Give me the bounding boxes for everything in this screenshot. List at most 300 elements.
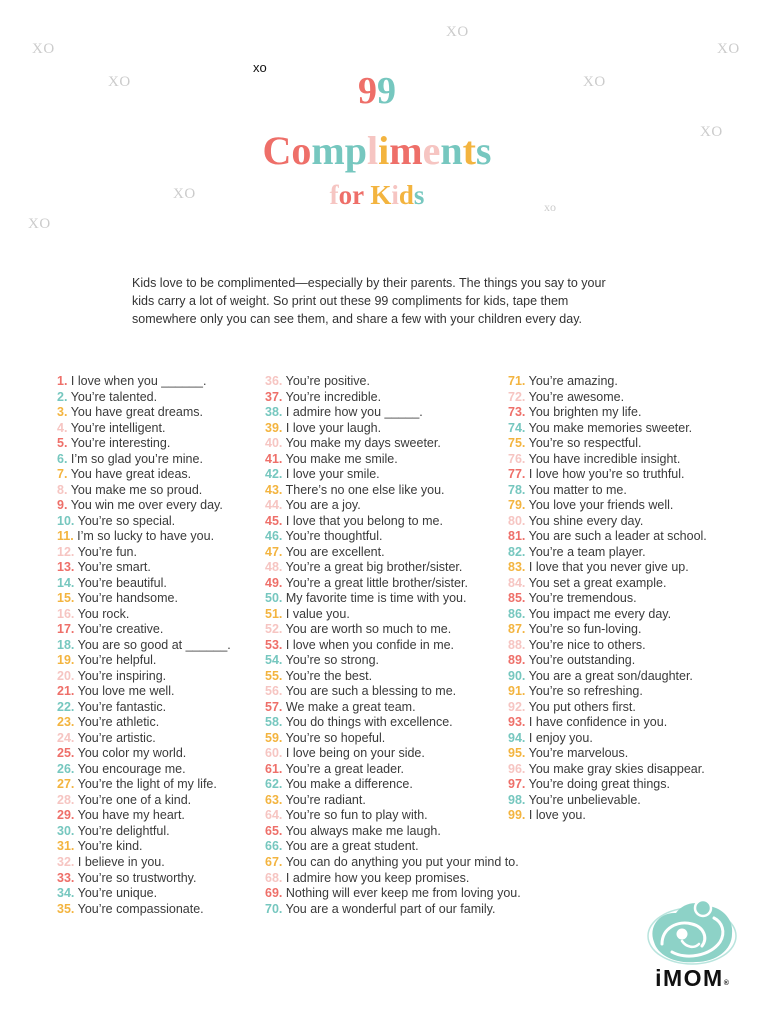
compliment-number: 92. xyxy=(508,699,526,714)
xo-decoration: xo xyxy=(253,60,267,75)
imom-logo-text xyxy=(646,966,738,996)
compliment-text: I love your smile. xyxy=(285,467,380,482)
compliment-text: I enjoy you. xyxy=(528,730,593,745)
compliment-item xyxy=(57,793,231,809)
compliment-number: 58. xyxy=(265,715,283,730)
compliment-number: 93. xyxy=(508,715,526,730)
compliment-item xyxy=(508,452,707,468)
compliment-number: 41. xyxy=(265,451,283,466)
compliment-number: 31. xyxy=(57,839,75,854)
compliment-number: 70. xyxy=(265,901,283,916)
compliment-item xyxy=(57,839,231,855)
compliment-number: 53. xyxy=(265,637,283,652)
title-letter: l xyxy=(366,128,379,173)
compliment-number: 29. xyxy=(57,808,75,823)
compliment-item xyxy=(265,777,521,793)
compliment-item xyxy=(265,855,521,871)
compliment-item xyxy=(508,576,707,592)
compliment-number: 12. xyxy=(57,544,75,559)
compliment-text: You are such a leader at school. xyxy=(528,529,707,544)
compliment-text: Nothing will ever keep me from loving you. xyxy=(285,886,521,901)
compliment-item xyxy=(265,886,521,902)
registered-mark: ® xyxy=(723,980,729,987)
compliment-text: You’re fun. xyxy=(77,544,137,559)
intro-line: Kids love to be complimented—especially by their parents. The things you say to your xyxy=(132,276,606,290)
compliment-text: You have incredible insight. xyxy=(528,451,681,466)
compliment-text: You are such a blessing to me. xyxy=(285,684,457,699)
compliment-item xyxy=(508,421,707,437)
compliment-text: My favorite time is time with you. xyxy=(285,591,467,606)
compliment-item xyxy=(508,622,707,638)
compliment-text: You are so good at ______. xyxy=(77,637,231,652)
compliment-text: You’re so refreshing. xyxy=(528,684,643,699)
compliment-item xyxy=(265,622,521,638)
compliment-number: 60. xyxy=(265,746,283,761)
compliment-number: 27. xyxy=(57,777,75,792)
compliment-item xyxy=(265,374,521,390)
title-letter: d xyxy=(398,180,414,210)
compliment-text: You’re inspiring. xyxy=(77,668,167,683)
compliment-text: You’re marvelous. xyxy=(528,746,629,761)
logo-wordmark: iMOM xyxy=(655,965,724,991)
compliment-text: You’re interesting. xyxy=(70,436,171,451)
compliment-text: You do things with excellence. xyxy=(285,715,453,730)
compliment-number: 88. xyxy=(508,637,526,652)
compliment-item xyxy=(265,467,521,483)
compliment-number: 10. xyxy=(57,513,75,528)
logo-head xyxy=(695,900,711,916)
compliment-item xyxy=(57,467,231,483)
compliment-item xyxy=(508,793,707,809)
title-letter: m xyxy=(389,128,423,173)
compliment-number: 43. xyxy=(265,482,283,497)
compliment-item xyxy=(265,762,521,778)
compliment-text: You’re awesome. xyxy=(528,389,625,404)
compliment-number: 39. xyxy=(265,420,283,435)
compliment-item xyxy=(57,452,231,468)
compliment-column xyxy=(508,374,707,824)
compliment-number: 96. xyxy=(508,761,526,776)
compliment-text: You’re handsome. xyxy=(77,591,178,606)
compliment-text: You’re nice to others. xyxy=(528,637,646,652)
compliment-number: 77. xyxy=(508,467,526,482)
compliment-number: 33. xyxy=(57,870,75,885)
compliment-text: You’re creative. xyxy=(77,622,164,637)
compliment-item xyxy=(508,514,707,530)
title-letter: C xyxy=(262,128,292,173)
compliment-item xyxy=(508,374,707,390)
compliment-text: You’re positive. xyxy=(285,374,370,388)
compliment-text: You make me smile. xyxy=(285,451,398,466)
compliment-column xyxy=(57,374,231,917)
title-letter: r xyxy=(352,180,364,210)
compliment-number: 34. xyxy=(57,886,75,901)
compliment-item xyxy=(57,607,231,623)
compliment-item xyxy=(265,529,521,545)
compliment-text: We make a great team. xyxy=(285,699,416,714)
compliment-item xyxy=(57,731,231,747)
compliment-number: 68. xyxy=(265,870,283,885)
intro-line: kids carry a lot of weight. So print out these 99 compliments for kids, tape them xyxy=(132,294,569,308)
compliment-text: You’re incredible. xyxy=(285,389,382,404)
title-letter: s xyxy=(413,180,425,210)
compliment-text: You’re a great leader. xyxy=(285,761,405,776)
compliment-item xyxy=(265,746,521,762)
compliment-item xyxy=(265,653,521,669)
compliment-text: You’re delightful. xyxy=(77,823,170,838)
compliment-item xyxy=(265,902,521,918)
compliment-text: You’re so fun-loving. xyxy=(528,622,642,637)
compliment-item xyxy=(265,808,521,824)
compliment-number: 35. xyxy=(57,901,75,916)
title-letter: e xyxy=(422,128,441,173)
compliment-item xyxy=(265,839,521,855)
compliment-item xyxy=(57,653,231,669)
compliment-item xyxy=(57,560,231,576)
compliment-number: 67. xyxy=(265,854,283,869)
compliment-text: You’re artistic. xyxy=(77,730,156,745)
compliment-item xyxy=(508,669,707,685)
compliment-number: 86. xyxy=(508,606,526,621)
xo-decoration: XO xyxy=(173,186,196,202)
compliment-item xyxy=(508,777,707,793)
compliment-item xyxy=(57,638,231,654)
compliment-item xyxy=(265,436,521,452)
compliment-text: You’re a great big brother/sister. xyxy=(285,560,463,575)
compliment-number: 23. xyxy=(57,715,75,730)
compliment-text: You are a joy. xyxy=(285,498,361,513)
compliment-item xyxy=(508,700,707,716)
compliment-text: You set a great example. xyxy=(528,575,667,590)
compliment-text: I value you. xyxy=(285,606,350,621)
compliment-item xyxy=(265,669,521,685)
compliment-item xyxy=(57,886,231,902)
compliment-text: You’re talented. xyxy=(70,389,158,404)
compliment-number: 3. xyxy=(57,405,68,420)
compliment-text: You win me over every day. xyxy=(70,498,223,513)
mother-child-swirl-icon xyxy=(646,896,738,966)
compliment-text: You rock. xyxy=(77,606,130,621)
compliment-text: You’re thoughtful. xyxy=(285,529,383,544)
compliment-text: You’re the best. xyxy=(285,668,373,683)
compliment-item xyxy=(265,390,521,406)
compliment-number: 80. xyxy=(508,513,526,528)
xo-decoration: XO xyxy=(717,41,740,57)
compliment-text: You’re smart. xyxy=(77,560,151,575)
compliment-item xyxy=(57,715,231,731)
compliment-text: You’re so special. xyxy=(77,513,176,528)
compliment-number: 49. xyxy=(265,575,283,590)
compliment-item xyxy=(57,591,231,607)
compliment-item xyxy=(508,390,707,406)
compliment-text: You’re amazing. xyxy=(528,374,618,388)
compliment-number: 44. xyxy=(265,498,283,513)
compliment-item xyxy=(265,560,521,576)
compliment-item xyxy=(57,777,231,793)
compliment-number: 22. xyxy=(57,699,75,714)
compliment-item xyxy=(508,638,707,654)
compliment-item xyxy=(265,498,521,514)
compliment-number: 8. xyxy=(57,482,68,497)
compliment-text: You’re a team player. xyxy=(528,544,646,559)
compliment-number: 1. xyxy=(57,374,68,388)
compliment-text: You are a great student. xyxy=(285,839,419,854)
compliment-number: 50. xyxy=(265,591,283,606)
intro-paragraph xyxy=(132,274,606,328)
logo-child-head xyxy=(677,929,688,940)
compliment-item xyxy=(57,576,231,592)
title-letter: 9 xyxy=(358,70,377,112)
compliment-item xyxy=(508,653,707,669)
compliment-item xyxy=(57,421,231,437)
compliment-text: You can do anything you put your mind to. xyxy=(285,854,519,869)
compliment-number: 78. xyxy=(508,482,526,497)
compliment-text: You’re the light of my life. xyxy=(77,777,217,792)
compliment-item xyxy=(265,700,521,716)
compliment-text: You’re helpful. xyxy=(77,653,157,668)
compliment-number: 42. xyxy=(265,467,283,482)
compliment-item xyxy=(265,793,521,809)
compliment-item xyxy=(265,715,521,731)
compliment-text: I love that you belong to me. xyxy=(285,513,443,528)
title-letter: K xyxy=(370,180,392,210)
compliment-text: I love your laugh. xyxy=(285,420,382,435)
compliment-text: You are a great son/daughter. xyxy=(528,668,693,683)
compliment-number: 87. xyxy=(508,622,526,637)
compliment-text: I’m so lucky to have you. xyxy=(77,529,215,544)
compliment-text: I’m so glad you’re mine. xyxy=(70,451,203,466)
compliment-item xyxy=(57,390,231,406)
compliment-number: 18. xyxy=(57,637,75,652)
compliment-item xyxy=(57,902,231,918)
compliment-number: 46. xyxy=(265,529,283,544)
compliment-item xyxy=(57,871,231,887)
compliment-number: 79. xyxy=(508,498,526,513)
compliment-text: You matter to me. xyxy=(528,482,627,497)
compliment-number: 9. xyxy=(57,498,68,513)
compliment-item xyxy=(508,498,707,514)
xo-decoration: XO xyxy=(108,74,131,90)
xo-decoration: xo xyxy=(544,200,556,214)
compliment-item xyxy=(265,607,521,623)
compliment-item xyxy=(508,746,707,762)
compliment-number: 56. xyxy=(265,684,283,699)
title-letter: f xyxy=(329,180,339,210)
compliment-number: 13. xyxy=(57,560,75,575)
compliment-text: You’re tremendous. xyxy=(528,591,637,606)
compliment-number: 76. xyxy=(508,451,526,466)
compliment-item xyxy=(265,405,521,421)
compliment-text: You have great dreams. xyxy=(70,405,203,420)
compliment-item xyxy=(57,684,231,700)
compliment-text: You shine every day. xyxy=(528,513,644,528)
title-letter: i xyxy=(391,180,399,210)
compliment-number: 99. xyxy=(508,808,526,823)
compliment-text: You’re beautiful. xyxy=(77,575,167,590)
compliment-number: 95. xyxy=(508,746,526,761)
compliment-item xyxy=(265,638,521,654)
xo-decoration: XO xyxy=(446,24,469,40)
xo-decoration: XO xyxy=(28,216,51,232)
compliment-item xyxy=(265,576,521,592)
compliment-text: You’re so strong. xyxy=(285,653,379,668)
compliment-text: You encourage me. xyxy=(77,761,186,776)
compliment-item xyxy=(57,514,231,530)
title-letter: o xyxy=(338,180,353,210)
compliment-number: 81. xyxy=(508,529,526,544)
compliment-number: 2. xyxy=(57,389,68,404)
compliment-column xyxy=(265,374,521,917)
compliment-item xyxy=(508,591,707,607)
compliment-item xyxy=(508,715,707,731)
xo-decoration: XO xyxy=(583,74,606,90)
compliment-number: 20. xyxy=(57,668,75,683)
compliment-text: You put others first. xyxy=(528,699,636,714)
compliment-text: You’re fantastic. xyxy=(77,699,167,714)
compliment-number: 32. xyxy=(57,854,75,869)
compliment-item xyxy=(508,483,707,499)
compliment-number: 71. xyxy=(508,374,526,388)
compliment-number: 66. xyxy=(265,839,283,854)
compliment-number: 84. xyxy=(508,575,526,590)
title-number xyxy=(0,72,754,110)
compliment-item xyxy=(508,684,707,700)
compliment-number: 26. xyxy=(57,761,75,776)
compliment-item xyxy=(508,731,707,747)
compliment-number: 61. xyxy=(265,761,283,776)
compliment-number: 55. xyxy=(265,668,283,683)
compliment-text: You have my heart. xyxy=(77,808,185,823)
compliment-text: I love you. xyxy=(528,808,586,823)
compliment-number: 73. xyxy=(508,405,526,420)
compliment-item xyxy=(508,607,707,623)
compliment-number: 48. xyxy=(265,560,283,575)
compliment-item xyxy=(265,871,521,887)
title-letter: p xyxy=(344,128,367,173)
title-letter: i xyxy=(378,128,390,173)
compliment-text: You’re a great little brother/sister. xyxy=(285,575,468,590)
compliment-number: 30. xyxy=(57,823,75,838)
compliment-item xyxy=(57,405,231,421)
compliment-item xyxy=(57,436,231,452)
compliment-text: You’re one of a kind. xyxy=(77,792,192,807)
compliment-number: 40. xyxy=(265,436,283,451)
compliment-text: You are worth so much to me. xyxy=(285,622,452,637)
compliment-item xyxy=(57,808,231,824)
compliment-number: 5. xyxy=(57,436,68,451)
compliment-item xyxy=(265,483,521,499)
compliment-item xyxy=(57,498,231,514)
compliment-text: I have confidence in you. xyxy=(528,715,668,730)
compliment-number: 62. xyxy=(265,777,283,792)
compliment-text: You love your friends well. xyxy=(528,498,674,513)
compliment-number: 98. xyxy=(508,792,526,807)
compliment-text: You brighten my life. xyxy=(528,405,642,420)
compliment-number: 11. xyxy=(57,529,74,544)
compliment-text: You color my world. xyxy=(77,746,187,761)
compliment-text: You are excellent. xyxy=(285,544,385,559)
title-letter: t xyxy=(462,128,476,173)
compliment-text: There’s no one else like you. xyxy=(285,482,445,497)
compliment-number: 14. xyxy=(57,575,75,590)
compliment-number: 75. xyxy=(508,436,526,451)
compliment-item xyxy=(57,622,231,638)
compliment-number: 7. xyxy=(57,467,68,482)
title-letter: m xyxy=(311,128,345,173)
compliment-item xyxy=(265,591,521,607)
compliment-number: 19. xyxy=(57,653,75,668)
compliment-text: You have great ideas. xyxy=(70,467,192,482)
compliment-number: 64. xyxy=(265,808,283,823)
compliment-text: You are a wonderful part of our family. xyxy=(285,901,496,916)
compliment-number: 63. xyxy=(265,792,283,807)
compliment-text: You’re unique. xyxy=(77,886,158,901)
compliment-text: I love being on your side. xyxy=(285,746,425,761)
compliment-text: You love me well. xyxy=(77,684,175,699)
compliment-text: You’re doing great things. xyxy=(528,777,670,792)
compliment-number: 89. xyxy=(508,653,526,668)
compliment-number: 69. xyxy=(265,886,283,901)
compliment-item xyxy=(57,669,231,685)
compliment-text: You always make me laugh. xyxy=(285,823,441,838)
compliment-number: 45. xyxy=(265,513,283,528)
compliment-number: 74. xyxy=(508,420,526,435)
compliment-item xyxy=(508,467,707,483)
compliment-text: You’re kind. xyxy=(77,839,143,854)
compliment-number: 65. xyxy=(265,823,283,838)
compliment-text: You’re athletic. xyxy=(77,715,160,730)
compliment-text: You make memories sweeter. xyxy=(528,420,693,435)
compliment-number: 57. xyxy=(265,699,283,714)
compliment-item xyxy=(508,405,707,421)
compliment-text: You’re unbelievable. xyxy=(528,792,641,807)
xo-decoration: XO xyxy=(700,124,723,140)
compliment-text: You’re compassionate. xyxy=(77,901,204,916)
compliment-number: 15. xyxy=(57,591,75,606)
compliment-number: 52. xyxy=(265,622,283,637)
compliment-item xyxy=(508,545,707,561)
compliment-item xyxy=(57,529,231,545)
compliment-item xyxy=(57,545,231,561)
compliment-text: You’re so respectful. xyxy=(528,436,642,451)
title-subtitle xyxy=(0,182,754,209)
compliment-number: 37. xyxy=(265,389,283,404)
compliment-item xyxy=(508,529,707,545)
compliment-number: 21. xyxy=(57,684,75,699)
compliment-number: 94. xyxy=(508,730,526,745)
compliment-item xyxy=(265,514,521,530)
title-main xyxy=(0,128,754,173)
compliment-item xyxy=(508,762,707,778)
compliment-text: I love how you’re so truthful. xyxy=(528,467,685,482)
xo-decoration: XO xyxy=(32,41,55,57)
compliment-text: I admire how you keep promises. xyxy=(285,870,470,885)
compliment-item xyxy=(265,545,521,561)
compliment-text: You make me so proud. xyxy=(70,482,203,497)
compliment-item xyxy=(57,746,231,762)
compliment-text: You make a difference. xyxy=(285,777,413,792)
compliment-item xyxy=(265,731,521,747)
compliment-text: I love when you ______. xyxy=(70,374,207,388)
compliment-text: You impact me every day. xyxy=(528,606,672,621)
title-letter: 9 xyxy=(377,70,396,112)
compliment-item xyxy=(57,700,231,716)
compliment-text: You make gray skies disappear. xyxy=(528,761,705,776)
compliment-number: 51. xyxy=(265,606,283,621)
compliment-number: 97. xyxy=(508,777,526,792)
compliment-item xyxy=(508,436,707,452)
compliment-number: 38. xyxy=(265,405,283,420)
